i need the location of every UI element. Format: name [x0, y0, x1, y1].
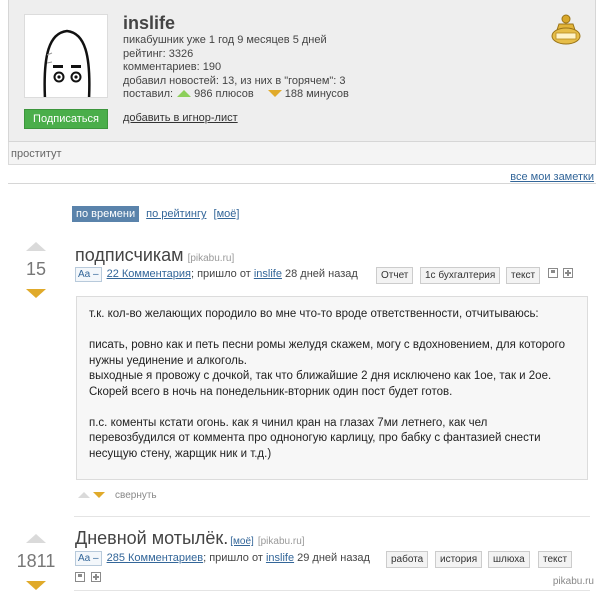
stat-votes [123, 88, 349, 102]
post-title-text[interactable]: подписчикам [75, 245, 184, 265]
tag[interactable]: история [435, 551, 482, 568]
post-time: 28 дней назад [285, 268, 358, 280]
upvote-icon[interactable] [26, 242, 46, 251]
stat-rating: рейтинг: 3326 [123, 47, 194, 60]
collapse-link[interactable]: свернуть [115, 490, 157, 501]
font-size-toggle[interactable]: Aa – [75, 267, 102, 282]
add-to-ignore-link[interactable]: добавить в игнор-лист [123, 112, 238, 124]
stat-comments: комментариев: 190 [123, 61, 222, 73]
stat-news: добавил новостей: 13, из них в "горячем": 3 [123, 74, 346, 87]
post-source: [pikabu.ru] [257, 536, 305, 547]
username[interactable]: inslife [123, 13, 176, 33]
plus-count: 986 плюсов [194, 88, 254, 100]
downvote-icon[interactable] [93, 492, 105, 498]
post-mine-tag[interactable]: [моё] [230, 536, 254, 547]
divider [74, 590, 590, 591]
comments-link[interactable]: 285 Комментариев [106, 552, 204, 564]
save-icon[interactable] [548, 268, 558, 278]
profile-stats [123, 34, 349, 102]
meta-from: ; пришло от [203, 552, 263, 564]
post-rating: 15 [25, 259, 47, 279]
minus-count: 188 минусов [284, 88, 349, 100]
meta-from: ; пришло от [190, 268, 251, 280]
stat-member-since: пикабушник уже 1 год 9 месяцев 5 дней [123, 34, 327, 46]
author-link[interactable]: inslife [253, 268, 282, 280]
tag[interactable]: 1с бухгалтерия [420, 267, 500, 284]
tag[interactable]: работа [386, 551, 428, 568]
1000-medal-icon [551, 14, 581, 46]
post-rating: 1811 [16, 551, 56, 571]
post-meta [75, 551, 370, 566]
post-meta [75, 267, 358, 282]
post-source: [pikabu.ru] [187, 253, 235, 264]
post-title[interactable] [75, 245, 234, 266]
post-time: 29 дней назад [297, 552, 370, 564]
post-paragraph: писать, ровно как и петь песни ромы желудя скажем, могу с вдохновением, для которого нужны уединение и алкоголь. выходные я провожу с дочкой, так что ближайшие 2 дня исключено как 1ое, так и 2ое. Скорей всего в ночь на понедельник-вторник один пост будет готов. [89, 339, 565, 398]
watermark: pikabu.ru [552, 576, 594, 587]
upvote-icon[interactable] [78, 492, 90, 498]
expand-icon[interactable] [91, 572, 101, 582]
save-icon[interactable] [75, 572, 85, 582]
minus-arrow-icon [268, 90, 282, 97]
post-paragraph: т.к. кол-во желающих породило во мне что-то вроде ответственности, отчитываюсь: [89, 308, 539, 320]
post-body [76, 296, 588, 480]
tag[interactable]: текст [506, 267, 540, 284]
sort-by-time[interactable]: по времени [72, 206, 139, 222]
avatar-face-icon [25, 15, 108, 98]
divider [8, 183, 596, 184]
tag[interactable]: текст [538, 551, 572, 568]
divider [74, 516, 590, 517]
post-title-text[interactable]: Дневной мотылёк. [75, 528, 229, 548]
collapse-control[interactable] [78, 490, 157, 501]
font-size-toggle[interactable]: Aa – [75, 551, 102, 566]
downvote-icon[interactable] [26, 581, 46, 590]
comments-link[interactable]: 22 Комментария [106, 268, 191, 280]
plus-arrow-icon [177, 90, 191, 97]
downvote-icon[interactable] [26, 289, 46, 298]
user-note[interactable]: проститут [8, 142, 596, 165]
post-paragraph: п.с. коменты кстати огонь. как я чинил кран на глазах 7ми летнего, как чел перевозбудился от коммента про одноногую карлицу, про бабку с фантазией снести несущую стену, жарщик ник и т.д.) [89, 416, 541, 460]
sort-mine[interactable]: [моё] [213, 208, 240, 220]
post-title[interactable] [75, 528, 305, 549]
all-notes-link[interactable]: все мои заметки [510, 171, 594, 183]
upvote-icon[interactable] [26, 534, 46, 543]
author-link[interactable]: inslife [265, 552, 295, 564]
subscribe-button[interactable]: Подписаться [24, 109, 108, 129]
tag[interactable]: Отчет [376, 267, 413, 284]
votes-prefix: поставил: [123, 88, 174, 100]
profile-card [8, 0, 596, 142]
sort-by-rating[interactable]: по рейтингу [146, 208, 207, 220]
tag[interactable]: шлюха [488, 551, 530, 568]
expand-icon[interactable] [563, 268, 573, 278]
sort-bar [72, 206, 239, 222]
avatar[interactable] [24, 14, 108, 98]
